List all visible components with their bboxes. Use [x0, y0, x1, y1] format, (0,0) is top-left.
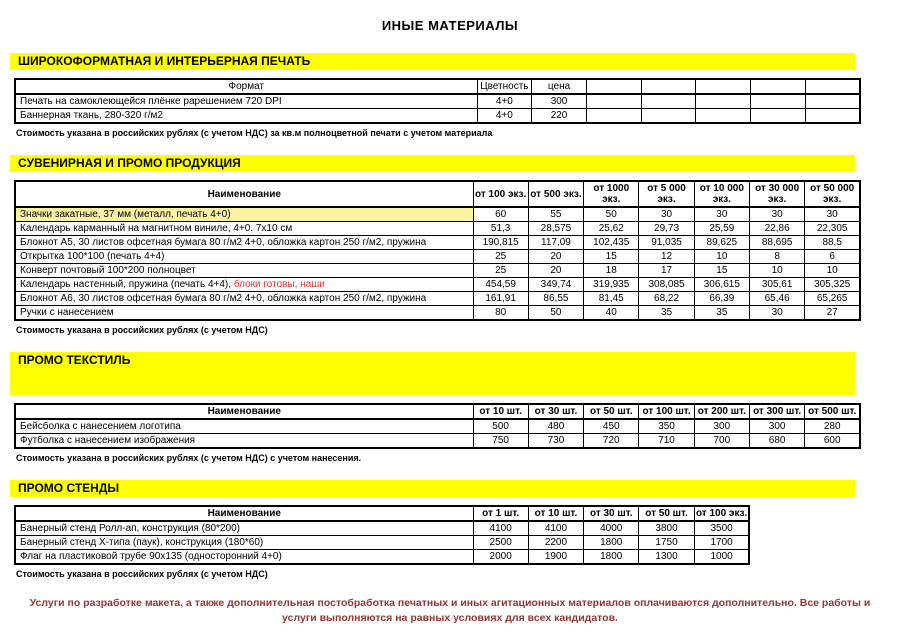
column-header-name: Формат — [15, 79, 477, 94]
price-cell: 88,695 — [749, 236, 804, 250]
price-cell: 15 — [584, 250, 639, 264]
column-header-qty: от 300 шт. — [749, 404, 804, 419]
section-promo-stands — [10, 480, 900, 579]
section-promo-textile — [10, 352, 900, 463]
souvenir-price-table — [14, 180, 861, 321]
item-name-cell: Флаг на пластиковой трубе 90x135 (односторонний 4+0) — [15, 550, 473, 565]
price-cell: 308,085 — [639, 278, 694, 292]
price-cell: 2500 — [473, 536, 528, 550]
column-header-name: Наименование — [15, 506, 473, 521]
item-name-cell: Значки закатные, 37 мм (металл, печать 4+0) — [15, 207, 473, 222]
price-cell: 12 — [639, 250, 694, 264]
section-header: ШИРОКОФОРМАТНАЯ И ИНТЕРЬЕРНАЯ ПЕЧАТЬ — [10, 53, 855, 70]
price-cell: 450 — [584, 419, 639, 434]
table-row — [15, 434, 860, 449]
price-cell — [641, 109, 696, 124]
price-cell — [750, 109, 805, 124]
column-header-qty: от 30 шт. — [528, 404, 583, 419]
column-header-qty — [805, 79, 860, 94]
price-cell: 1700 — [694, 536, 749, 550]
column-header-name: Наименование — [15, 404, 473, 419]
column-header-qty: от 50 шт. — [639, 506, 694, 521]
red-note-text: блоки готовы, наши — [233, 279, 325, 290]
price-cell — [586, 94, 641, 109]
price-cell: 89,625 — [694, 236, 749, 250]
price-cell: 51,3 — [473, 222, 528, 236]
price-cell: 730 — [528, 434, 583, 449]
price-cell — [696, 109, 751, 124]
price-cell: 29,73 — [639, 222, 694, 236]
column-header-qty — [586, 79, 641, 94]
column-header-qty: от 200 шт. — [694, 404, 749, 419]
textile-price-table — [14, 403, 861, 449]
table-note: Стоимость указана в российских рублях (с учетом НДС) — [16, 325, 268, 335]
price-cell: 40 — [584, 306, 639, 321]
table-row — [15, 109, 860, 124]
price-cell: 66,39 — [694, 292, 749, 306]
table-header-row — [15, 79, 860, 94]
section-wide-format-print — [10, 53, 900, 138]
item-name-cell: Открытка 100*100 (печать 4+4) — [15, 250, 473, 264]
price-cell: 161,91 — [473, 292, 528, 306]
price-cell: 454,59 — [473, 278, 528, 292]
price-cell — [696, 94, 751, 109]
price-cell: 30 — [805, 207, 860, 222]
price-cell: 1800 — [584, 536, 639, 550]
table-row — [15, 550, 749, 565]
price-cell: 30 — [749, 306, 804, 321]
table-row — [15, 278, 860, 292]
column-header-qty: от 1000 экз. — [584, 181, 639, 207]
column-header-qty: от 5 000 экз. — [639, 181, 694, 207]
price-cell: 680 — [749, 434, 804, 449]
table-row — [15, 419, 860, 434]
section-header: ПРОМО ТЕКСТИЛЬ — [10, 352, 855, 395]
column-header-qty: от 500 шт. — [805, 404, 860, 419]
column-header-qty: от 1 шт. — [473, 506, 528, 521]
price-cell: 65,46 — [749, 292, 804, 306]
column-header-qty — [750, 79, 805, 94]
item-name-cell: Календарь настенный, пружина (печать 4+4), блоки готовы, наши — [15, 278, 473, 292]
price-cell: 10 — [805, 264, 860, 278]
column-header-name: Наименование — [15, 181, 473, 207]
price-cell: 81,45 — [584, 292, 639, 306]
price-cell: 700 — [694, 434, 749, 449]
price-cell: 3500 — [694, 521, 749, 536]
price-cell: 1800 — [584, 550, 639, 565]
price-cell: 30 — [749, 207, 804, 222]
price-cell: 25 — [473, 264, 528, 278]
table-note: Стоимость указана в российских рублях (с учетом НДС) — [16, 569, 268, 579]
price-cell: 15 — [694, 264, 749, 278]
column-header-qty: от 500 экз. — [528, 181, 583, 207]
price-cell: 18 — [584, 264, 639, 278]
table-row — [15, 207, 860, 222]
item-name-cell: Печать на самоклеющейся плёнке рарешением 720 DPI — [15, 94, 477, 109]
price-cell: 102,435 — [584, 236, 639, 250]
price-cell: 8 — [749, 250, 804, 264]
price-cell: 480 — [528, 419, 583, 434]
table-note: Стоимость указана в российских рублях (с учетом НДС) с учетом нанесения. — [16, 453, 362, 463]
price-cell: 20 — [528, 264, 583, 278]
table-row — [15, 94, 860, 109]
table-header-row — [15, 506, 749, 521]
price-cell: 305,61 — [749, 278, 804, 292]
price-cell: 35 — [694, 306, 749, 321]
price-cell: 600 — [805, 434, 860, 449]
price-cell: 4000 — [584, 521, 639, 536]
price-cell: 500 — [473, 419, 528, 434]
price-cell: 25,62 — [584, 222, 639, 236]
price-cell: 50 — [584, 207, 639, 222]
column-header-qty: от 30 000 экз. — [749, 181, 804, 207]
column-header-qty: Цветность — [477, 79, 532, 94]
column-header-qty — [696, 79, 751, 94]
column-header-qty: от 100 шт. — [639, 404, 694, 419]
column-header-qty: от 50 000 экз. — [805, 181, 860, 207]
price-cell — [805, 94, 860, 109]
item-name-cell: Блокнот А6, 30 листов офсетная бумага 80 г/м2 4+0, обложка картон 250 г/м2, пружина — [15, 292, 473, 306]
table-note: Стоимость указана в российских рублях (с учетом НДС) за кв.м полноцветной печати с учетом материала — [16, 128, 493, 138]
item-name-cell: Конверт почтовый 100*200 полноцвет — [15, 264, 473, 278]
price-cell: 25,59 — [694, 222, 749, 236]
table-header-row — [15, 181, 860, 207]
price-cell: 91,035 — [639, 236, 694, 250]
column-header-qty — [641, 79, 696, 94]
price-cell: 1900 — [528, 550, 583, 565]
price-cell: 20 — [528, 250, 583, 264]
price-cell: 190,815 — [473, 236, 528, 250]
price-cell — [641, 94, 696, 109]
price-cell: 4+0 — [477, 94, 532, 109]
price-cell: 27 — [805, 306, 860, 321]
column-header-qty: от 10 шт. — [473, 404, 528, 419]
footer-disclaimer: Услуги по разработке макета, а также дополнительная постобработка печатных и иных агитационных материалов оплачиваются дополнительно. Все работы и услуги выполняются на равных условиях для всех кандидатов. — [29, 597, 871, 624]
price-cell: 86,55 — [528, 292, 583, 306]
price-cell: 710 — [639, 434, 694, 449]
price-cell: 1300 — [639, 550, 694, 565]
price-cell: 30 — [694, 207, 749, 222]
table-row — [15, 536, 749, 550]
price-cell: 1750 — [639, 536, 694, 550]
table-row — [15, 250, 860, 264]
price-cell: 349,74 — [528, 278, 583, 292]
price-cell: 28,575 — [528, 222, 583, 236]
price-cell — [750, 94, 805, 109]
price-cell: 55 — [528, 207, 583, 222]
column-header-qty: от 30 шт. — [584, 506, 639, 521]
price-cell: 30 — [639, 207, 694, 222]
column-header-qty: от 100 экз. — [694, 506, 749, 521]
price-cell: 88,5 — [805, 236, 860, 250]
section-souvenir-promo — [10, 155, 900, 335]
page-title: ИНЫЕ МАТЕРИАЛЫ — [381, 18, 519, 33]
price-cell: 1000 — [694, 550, 749, 565]
item-name-cell: Календарь карманный на магнитном виниле, 4+0. 7x10 см — [15, 222, 473, 236]
price-cell: 720 — [584, 434, 639, 449]
price-cell: 2000 — [473, 550, 528, 565]
price-cell: 68,22 — [639, 292, 694, 306]
table-row — [15, 306, 860, 321]
price-cell: 25 — [473, 250, 528, 264]
price-cell: 17 — [639, 264, 694, 278]
price-cell: 6 — [805, 250, 860, 264]
price-cell: 4100 — [528, 521, 583, 536]
table-row — [15, 521, 749, 536]
item-name-cell: Ручки с нанесением — [15, 306, 473, 321]
price-cell: 4+0 — [477, 109, 532, 124]
price-cell: 4100 — [473, 521, 528, 536]
price-cell: 350 — [639, 419, 694, 434]
price-cell: 60 — [473, 207, 528, 222]
price-cell: 300 — [749, 419, 804, 434]
price-cell: 280 — [805, 419, 860, 434]
price-cell: 22,86 — [749, 222, 804, 236]
price-cell: 750 — [473, 434, 528, 449]
price-cell — [586, 109, 641, 124]
item-name-cell: Футболка с нанесением изображения — [15, 434, 473, 449]
section-header: ПРОМО СТЕНДЫ — [10, 480, 855, 497]
price-cell: 35 — [639, 306, 694, 321]
price-cell — [805, 109, 860, 124]
price-cell: 50 — [528, 306, 583, 321]
item-name-cell: Блокнот А5, 30 листов офсетная бумага 80 г/м2 4+0, обложка картон 250 г/м2, пружина — [15, 236, 473, 250]
price-cell: 65,265 — [805, 292, 860, 306]
price-cell: 3800 — [639, 521, 694, 536]
table-row — [15, 222, 860, 236]
column-header-qty: цена — [532, 79, 587, 94]
price-cell: 10 — [694, 250, 749, 264]
item-name-cell: Бейсболка с нанесением логотипа — [15, 419, 473, 434]
price-cell: 300 — [694, 419, 749, 434]
table-row — [15, 236, 860, 250]
price-cell: 10 — [749, 264, 804, 278]
price-cell: 319,935 — [584, 278, 639, 292]
wide-format-price-table — [14, 78, 861, 124]
price-cell: 2200 — [528, 536, 583, 550]
price-cell: 80 — [473, 306, 528, 321]
price-cell: 306,615 — [694, 278, 749, 292]
column-header-qty: от 10 000 экз. — [694, 181, 749, 207]
column-header-qty: от 10 шт. — [528, 506, 583, 521]
price-cell: 22,305 — [805, 222, 860, 236]
stands-price-table — [14, 505, 750, 565]
price-cell: 117,09 — [528, 236, 583, 250]
price-cell: 300 — [532, 94, 587, 109]
column-header-qty: от 100 экз. — [473, 181, 528, 207]
item-name-cell: Баннерная ткань, 280-320 г/м2 — [15, 109, 477, 124]
table-header-row — [15, 404, 860, 419]
section-header: СУВЕНИРНАЯ И ПРОМО ПРОДУКЦИЯ — [10, 155, 855, 172]
table-row — [15, 264, 860, 278]
item-name-cell: Банерный стенд Ролл-ап, конструкция (80*200) — [15, 521, 473, 536]
price-cell: 220 — [532, 109, 587, 124]
column-header-qty: от 50 шт. — [584, 404, 639, 419]
item-name-cell: Банерный стенд X-типа (паук), конструкция (180*60) — [15, 536, 473, 550]
price-cell: 305,325 — [805, 278, 860, 292]
table-row — [15, 292, 860, 306]
